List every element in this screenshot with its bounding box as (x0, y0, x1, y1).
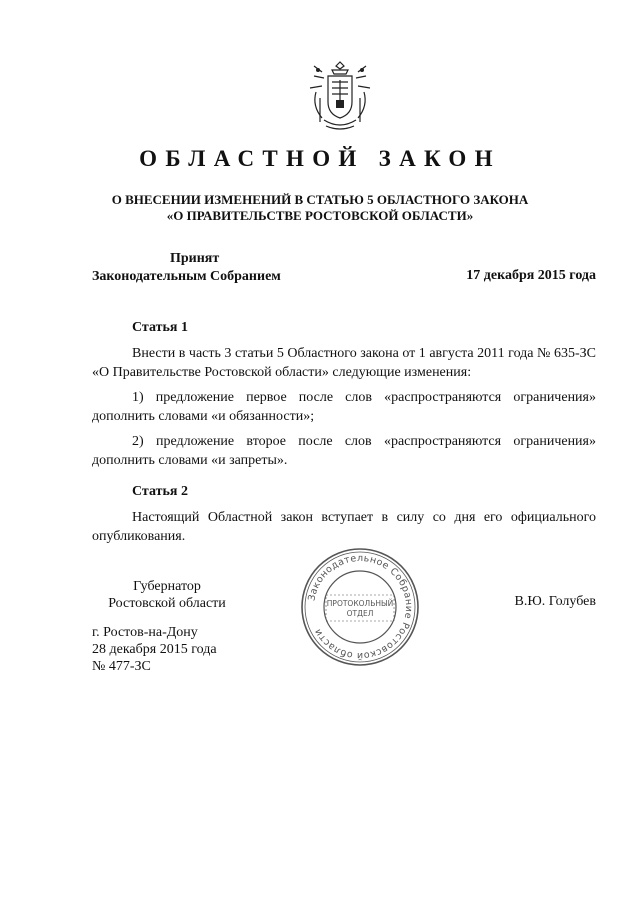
document-title: ОБЛАСТНОЙ ЗАКОН (139, 146, 501, 171)
seal-ring-text: Законодательное Собрание Ростовской области (306, 552, 415, 662)
footer-number: № 477-ЗС (92, 659, 151, 674)
position-line1: Губернатор (133, 579, 201, 594)
footer-date: 28 декабря 2015 года (92, 642, 217, 657)
adopted-by: Законодательным Собранием (92, 269, 281, 284)
article-1-item-2: 2) предложение второе после слов «распространяются ограничения» дополнить словами «и запреты». (92, 434, 596, 468)
position-line2: Ростовской области (108, 596, 226, 611)
article-1-item-1: 1) предложение первое после слов «распространяются ограничения» дополнить словами «и обязанности»; (92, 390, 596, 424)
signatory-position (92, 578, 242, 612)
seal-stamp-icon (299, 547, 421, 667)
seal-center-line2: ОТДЕЛ (346, 609, 374, 618)
signatory-name: В.Ю. Голубев (514, 594, 596, 609)
article-2-text: Настоящий Областной закон вступает в силу со дня его официального опубликования. (92, 510, 596, 544)
coat-of-arms-icon (302, 58, 378, 134)
adopted-date: 17 декабря 2015 года (466, 268, 596, 283)
adopted-block (92, 250, 302, 286)
seal-center-line1: ПРОТОКОЛЬНЫЙ (326, 599, 394, 608)
article-1-intro: Внести в часть 3 статьи 5 Областного закона от 1 августа 2011 года № 635-ЗС «О Правительстве Ростовской области» следующие изменения: (92, 346, 596, 380)
document-subtitle-line1: О ВНЕСЕНИИ ИЗМЕНЕНИЙ В СТАТЬЮ 5 ОБЛАСТНОГО ЗАКОНА (111, 192, 529, 207)
footer-place: г. Ростов-на-Дону (92, 625, 198, 640)
document-subtitle-line2: «О ПРАВИТЕЛЬСТВЕ РОСТОВСКОЙ ОБЛАСТИ» (166, 208, 474, 223)
adopted-label: Принят (170, 251, 220, 266)
article-1-heading: Статья 1 (132, 320, 188, 335)
footer-block (92, 624, 292, 675)
article-2-heading: Статья 2 (132, 484, 188, 499)
